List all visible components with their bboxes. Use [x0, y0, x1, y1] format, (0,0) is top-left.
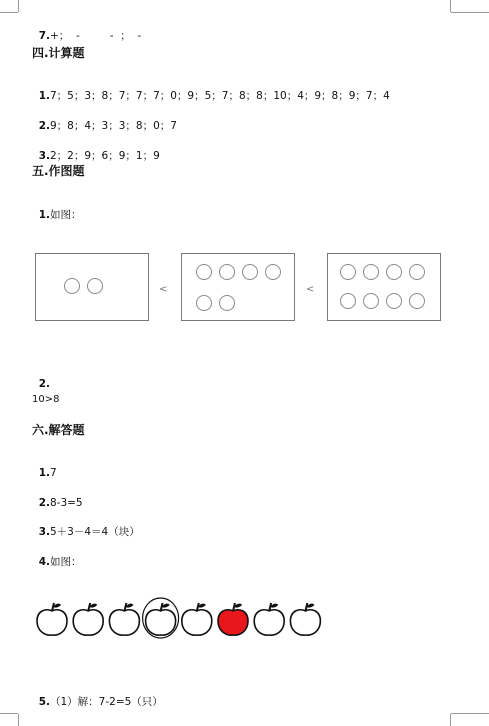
circle-shape — [363, 293, 379, 309]
answer-line — [32, 75, 390, 103]
section-heading-4: 四.计算题 — [32, 46, 85, 60]
apple-icon — [109, 603, 139, 635]
apple-icon — [37, 603, 67, 635]
item-number: 5. — [38, 696, 50, 708]
answer-line — [32, 363, 50, 391]
circle-box-2 — [181, 253, 295, 321]
item-number: 3. — [38, 150, 50, 162]
answer-line: 10>8 — [32, 394, 60, 405]
circle-shape — [242, 264, 258, 280]
crop-mark — [0, 713, 18, 714]
crop-mark — [18, 0, 19, 12]
item-number: 1. — [38, 467, 50, 479]
item-text: 9；8；4；3；3；8；0；7 — [49, 120, 177, 132]
circle-shape — [340, 293, 356, 309]
answer-line — [32, 194, 81, 222]
answer-line-7 — [32, 15, 141, 43]
crop-mark — [0, 12, 18, 13]
circle-shape — [196, 264, 212, 280]
circle-shape — [409, 264, 425, 280]
circle-box-3 — [327, 253, 441, 321]
circle-shape — [87, 278, 103, 294]
crop-mark — [18, 714, 19, 726]
item-text: （1）解：7-2=5（只） — [49, 696, 163, 708]
circle-shape — [196, 295, 212, 311]
item-number: 7. — [38, 30, 50, 42]
circle-shape — [363, 264, 379, 280]
item-text: 2；2；9；6；9；1；9 — [49, 150, 160, 162]
apple-icon — [254, 603, 284, 635]
answer-line — [32, 105, 177, 133]
apple-icon — [143, 598, 179, 638]
less-than-sign: < — [306, 284, 315, 295]
item-number: 1. — [38, 90, 50, 102]
red-apple-icon — [218, 603, 248, 635]
section-heading-5: 五.作图题 — [32, 164, 85, 178]
item-number: 2. — [38, 497, 50, 509]
apple-icon — [290, 603, 320, 635]
answer-line — [32, 511, 140, 539]
circle-shape — [219, 264, 235, 280]
item-text: 7；5；3；8；7；7；7；0；9；5；7；8；8；10；4；9；8；9；7；4 — [49, 90, 390, 102]
item-number: 4. — [38, 556, 50, 568]
item-number: 2. — [38, 120, 50, 132]
apple-icon — [182, 603, 212, 635]
circle-shape — [386, 264, 402, 280]
less-than-sign: < — [159, 284, 168, 295]
circle-shape — [64, 278, 80, 294]
answer-line — [32, 452, 57, 480]
apple-figure — [34, 596, 334, 640]
item-number: 3. — [38, 526, 50, 538]
answer-line — [32, 681, 163, 709]
crop-mark — [450, 714, 451, 726]
item-number: 2. — [38, 378, 50, 390]
answer-line — [32, 135, 160, 163]
item-text: 8-3=5 — [49, 497, 83, 509]
item-text: 如图： — [49, 556, 82, 568]
section-heading-6: 六.解答题 — [32, 423, 85, 437]
circle-shape — [340, 264, 356, 280]
answer-line — [32, 482, 83, 510]
circle-box-1 — [35, 253, 149, 321]
circle-shape — [386, 293, 402, 309]
circle-shape — [409, 293, 425, 309]
crop-mark — [451, 12, 489, 13]
apple-icon — [73, 603, 103, 635]
item-text: 7 — [49, 467, 57, 479]
circle-shape — [265, 264, 281, 280]
item-text: +； - - ； - — [49, 30, 142, 42]
crop-mark — [451, 713, 489, 714]
item-number: 1. — [38, 209, 50, 221]
answer-line — [32, 541, 81, 569]
circle-shape — [219, 295, 235, 311]
item-text: 5＋3－4＝4（块） — [49, 526, 140, 538]
item-text: 如图： — [49, 209, 82, 221]
crop-mark — [450, 0, 451, 12]
